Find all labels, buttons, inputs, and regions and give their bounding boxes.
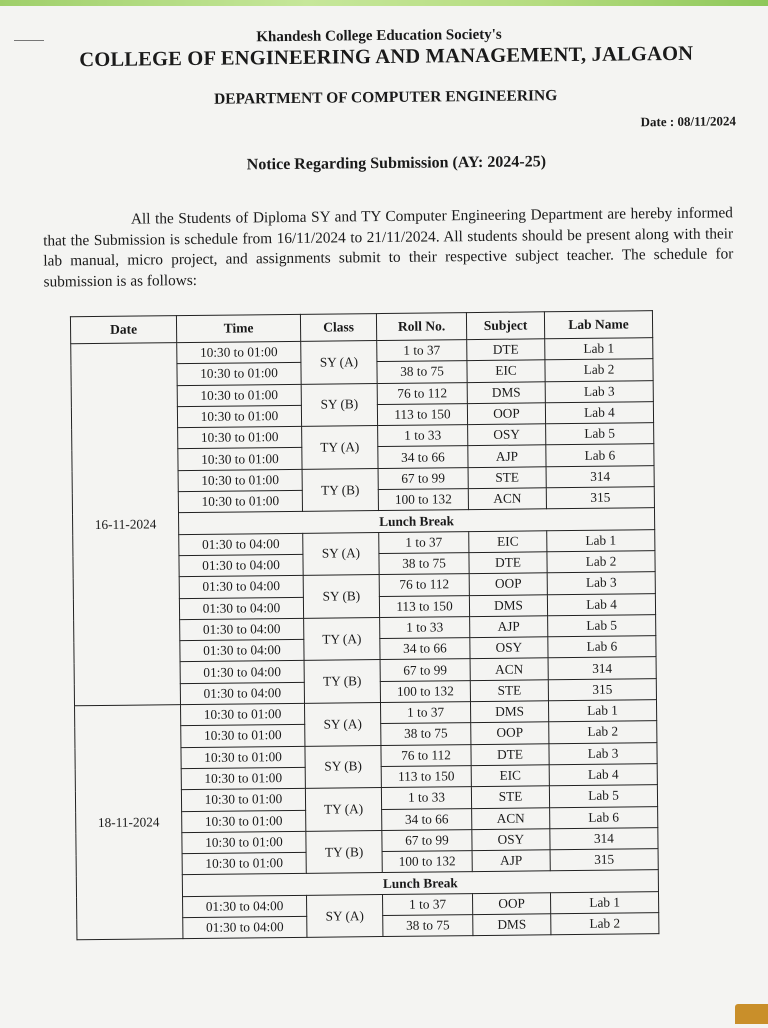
roll-no-cell: 113 to 150 bbox=[379, 595, 469, 617]
time-cell: 01:30 to 04:00 bbox=[180, 682, 304, 705]
society-name: Khandesh College Education Society's bbox=[256, 26, 502, 46]
lab-name-cell: Lab 1 bbox=[548, 700, 656, 722]
time-cell: 01:30 to 04:00 bbox=[180, 640, 304, 663]
lab-name-cell: Lab 1 bbox=[545, 338, 653, 360]
time-cell: 10:30 to 01:00 bbox=[177, 384, 301, 407]
lab-name-cell: 314 bbox=[546, 465, 654, 487]
class-cell: TY (A) bbox=[304, 617, 380, 660]
notice-body: All the Students of Diploma SY and TY Computer Engineering Department are hereby informed that the Submission is schedule from 16/11/2024 to 21/11/2024. All students should be present along with their lab manual, micro project, and assignments submit to their respective subject teacher. The schedule for submission is as follows: bbox=[43, 204, 734, 291]
lunch-break-label: Lunch Break bbox=[182, 870, 658, 896]
class-cell: SY (B) bbox=[305, 745, 381, 788]
date-cell: 18-11-2024 bbox=[75, 705, 183, 940]
time-cell: 01:30 to 04:00 bbox=[179, 554, 303, 577]
header-subject: Subject bbox=[466, 312, 544, 340]
subject-cell: DMS bbox=[473, 914, 551, 936]
time-cell: 10:30 to 01:00 bbox=[177, 341, 301, 364]
roll-no-cell: 1 to 37 bbox=[383, 893, 473, 915]
lab-name-cell: 315 bbox=[550, 849, 658, 871]
time-cell: 10:30 to 01:00 bbox=[182, 810, 306, 833]
roll-no-cell: 100 to 132 bbox=[378, 489, 468, 511]
subject-cell: DMS bbox=[467, 381, 545, 403]
class-cell: SY (A) bbox=[303, 532, 379, 575]
roll-no-cell: 34 to 66 bbox=[378, 446, 468, 468]
lab-name-cell: Lab 5 bbox=[549, 785, 657, 807]
lab-name-cell: 314 bbox=[550, 827, 658, 849]
lab-name-cell: Lab 6 bbox=[548, 636, 656, 658]
roll-no-cell: 38 to 75 bbox=[377, 361, 467, 383]
time-cell: 01:30 to 04:00 bbox=[179, 576, 303, 599]
subject-cell: AJP bbox=[470, 616, 548, 638]
subject-cell: AJP bbox=[472, 850, 550, 872]
header-roll-no: Roll No. bbox=[376, 313, 466, 341]
roll-no-cell: 113 to 150 bbox=[381, 766, 471, 788]
time-cell: 10:30 to 01:00 bbox=[177, 405, 301, 428]
lab-name-cell: Lab 6 bbox=[550, 806, 658, 828]
time-cell: 01:30 to 04:00 bbox=[179, 597, 303, 620]
lab-name-cell: Lab 3 bbox=[545, 380, 653, 402]
header-class: Class bbox=[300, 314, 376, 342]
subject-cell: DTE bbox=[469, 552, 547, 574]
subject-cell: STE bbox=[468, 467, 546, 489]
subject-cell: ACN bbox=[472, 807, 550, 829]
subject-cell: OSY bbox=[468, 424, 546, 446]
roll-no-cell: 1 to 33 bbox=[380, 616, 470, 638]
time-cell: 01:30 to 04:00 bbox=[179, 533, 303, 556]
subject-cell: OOP bbox=[467, 403, 545, 425]
roll-no-cell: 67 to 99 bbox=[378, 467, 468, 489]
time-cell: 10:30 to 01:00 bbox=[181, 725, 305, 748]
subject-cell: OOP bbox=[471, 722, 549, 744]
subject-cell: DMS bbox=[469, 594, 547, 616]
subject-cell: ACN bbox=[470, 658, 548, 680]
time-cell: 01:30 to 04:00 bbox=[183, 895, 307, 918]
college-name: COLLEGE OF ENGINEERING AND MANAGEMENT, JALGAON bbox=[79, 42, 694, 72]
time-cell: 10:30 to 01:00 bbox=[181, 767, 305, 790]
class-cell: TY (A) bbox=[305, 788, 381, 831]
time-cell: 01:30 to 04:00 bbox=[183, 916, 307, 939]
class-cell: SY (B) bbox=[301, 383, 377, 426]
class-cell: SY (A) bbox=[304, 703, 380, 746]
notice-title: Notice Regarding Submission (AY: 2024-25) bbox=[246, 153, 547, 174]
lab-name-cell: Lab 1 bbox=[547, 529, 655, 551]
time-cell: 10:30 to 01:00 bbox=[178, 427, 302, 450]
header-time: Time bbox=[176, 314, 300, 342]
subject-cell: DMS bbox=[470, 701, 548, 723]
time-cell: 10:30 to 01:00 bbox=[182, 852, 306, 875]
time-cell: 01:30 to 04:00 bbox=[180, 618, 304, 641]
header-lab-name: Lab Name bbox=[544, 311, 652, 339]
roll-no-cell: 100 to 132 bbox=[380, 680, 470, 702]
roll-no-cell: 67 to 99 bbox=[382, 829, 472, 851]
subject-cell: OSY bbox=[470, 637, 548, 659]
class-cell: SY (A) bbox=[307, 894, 383, 937]
roll-no-cell: 67 to 99 bbox=[380, 659, 470, 681]
time-cell: 10:30 to 01:00 bbox=[181, 746, 305, 769]
lab-name-cell: Lab 1 bbox=[550, 891, 658, 913]
lunch-break-label: Lunch Break bbox=[178, 508, 654, 534]
time-cell: 10:30 to 01:00 bbox=[178, 469, 302, 492]
roll-no-cell: 100 to 132 bbox=[382, 851, 472, 873]
lab-name-cell: Lab 2 bbox=[549, 721, 657, 743]
subject-cell: OOP bbox=[469, 573, 547, 595]
roll-no-cell: 38 to 75 bbox=[383, 915, 473, 937]
class-cell: TY (B) bbox=[302, 468, 378, 511]
roll-no-cell: 34 to 66 bbox=[382, 808, 472, 830]
roll-no-cell: 1 to 33 bbox=[378, 425, 468, 447]
lab-name-cell: 315 bbox=[548, 678, 656, 700]
roll-no-cell: 1 to 33 bbox=[381, 787, 471, 809]
class-cell: SY (A) bbox=[301, 341, 377, 384]
subject-cell: ACN bbox=[468, 488, 546, 510]
time-cell: 01:30 to 04:00 bbox=[180, 661, 304, 684]
lab-name-cell: Lab 3 bbox=[549, 742, 657, 764]
lab-name-cell: Lab 5 bbox=[548, 615, 656, 637]
class-cell: TY (B) bbox=[304, 660, 380, 703]
date-cell: 16-11-2024 bbox=[71, 343, 181, 706]
lab-name-cell: Lab 5 bbox=[546, 423, 654, 445]
lab-name-cell: 314 bbox=[548, 657, 656, 679]
table-body bbox=[71, 338, 659, 940]
time-cell: 10:30 to 01:00 bbox=[182, 831, 306, 854]
time-cell: 10:30 to 01:00 bbox=[178, 448, 302, 471]
subject-cell: EIC bbox=[467, 360, 545, 382]
lab-name-cell: Lab 3 bbox=[547, 572, 655, 594]
roll-no-cell: 76 to 112 bbox=[377, 382, 467, 404]
lab-name-cell: Lab 2 bbox=[545, 359, 653, 381]
roll-no-cell: 38 to 75 bbox=[381, 723, 471, 745]
class-cell: SY (B) bbox=[303, 575, 379, 618]
roll-no-cell: 1 to 37 bbox=[379, 531, 469, 553]
department-name: DEPARTMENT OF COMPUTER ENGINEERING bbox=[213, 87, 558, 108]
lab-name-cell: Lab 4 bbox=[547, 593, 655, 615]
subject-cell: STE bbox=[471, 786, 549, 808]
notice-date: Date : 08/11/2024 bbox=[640, 113, 737, 130]
roll-no-cell: 1 to 37 bbox=[377, 340, 467, 362]
time-cell: 10:30 to 01:00 bbox=[181, 703, 305, 726]
subject-cell: EIC bbox=[471, 765, 549, 787]
class-cell: TY (B) bbox=[306, 830, 382, 873]
subject-cell: OSY bbox=[472, 829, 550, 851]
roll-no-cell: 34 to 66 bbox=[380, 638, 470, 660]
subject-cell: EIC bbox=[469, 530, 547, 552]
roll-no-cell: 38 to 75 bbox=[379, 553, 469, 575]
submission-schedule-table bbox=[70, 310, 660, 940]
roll-no-cell: 113 to 150 bbox=[377, 404, 467, 426]
lab-name-cell: Lab 4 bbox=[549, 764, 657, 786]
lab-name-cell: 315 bbox=[546, 487, 654, 509]
lab-name-cell: Lab 2 bbox=[547, 551, 655, 573]
header-date: Date bbox=[70, 316, 176, 344]
class-cell: TY (A) bbox=[302, 426, 378, 469]
time-cell: 10:30 to 01:00 bbox=[178, 490, 302, 513]
roll-no-cell: 1 to 37 bbox=[380, 702, 470, 724]
time-cell: 10:30 to 01:00 bbox=[177, 363, 301, 386]
roll-no-cell: 76 to 112 bbox=[381, 744, 471, 766]
subject-cell: OOP bbox=[472, 892, 550, 914]
subject-cell: STE bbox=[470, 680, 548, 702]
subject-cell: DTE bbox=[467, 339, 545, 361]
lab-name-cell: Lab 2 bbox=[551, 913, 659, 935]
lab-name-cell: Lab 4 bbox=[545, 402, 653, 424]
roll-no-cell: 76 to 112 bbox=[379, 574, 469, 596]
subject-cell: DTE bbox=[471, 743, 549, 765]
lab-name-cell: Lab 6 bbox=[546, 444, 654, 466]
subject-cell: AJP bbox=[468, 445, 546, 467]
time-cell: 10:30 to 01:00 bbox=[181, 789, 305, 812]
